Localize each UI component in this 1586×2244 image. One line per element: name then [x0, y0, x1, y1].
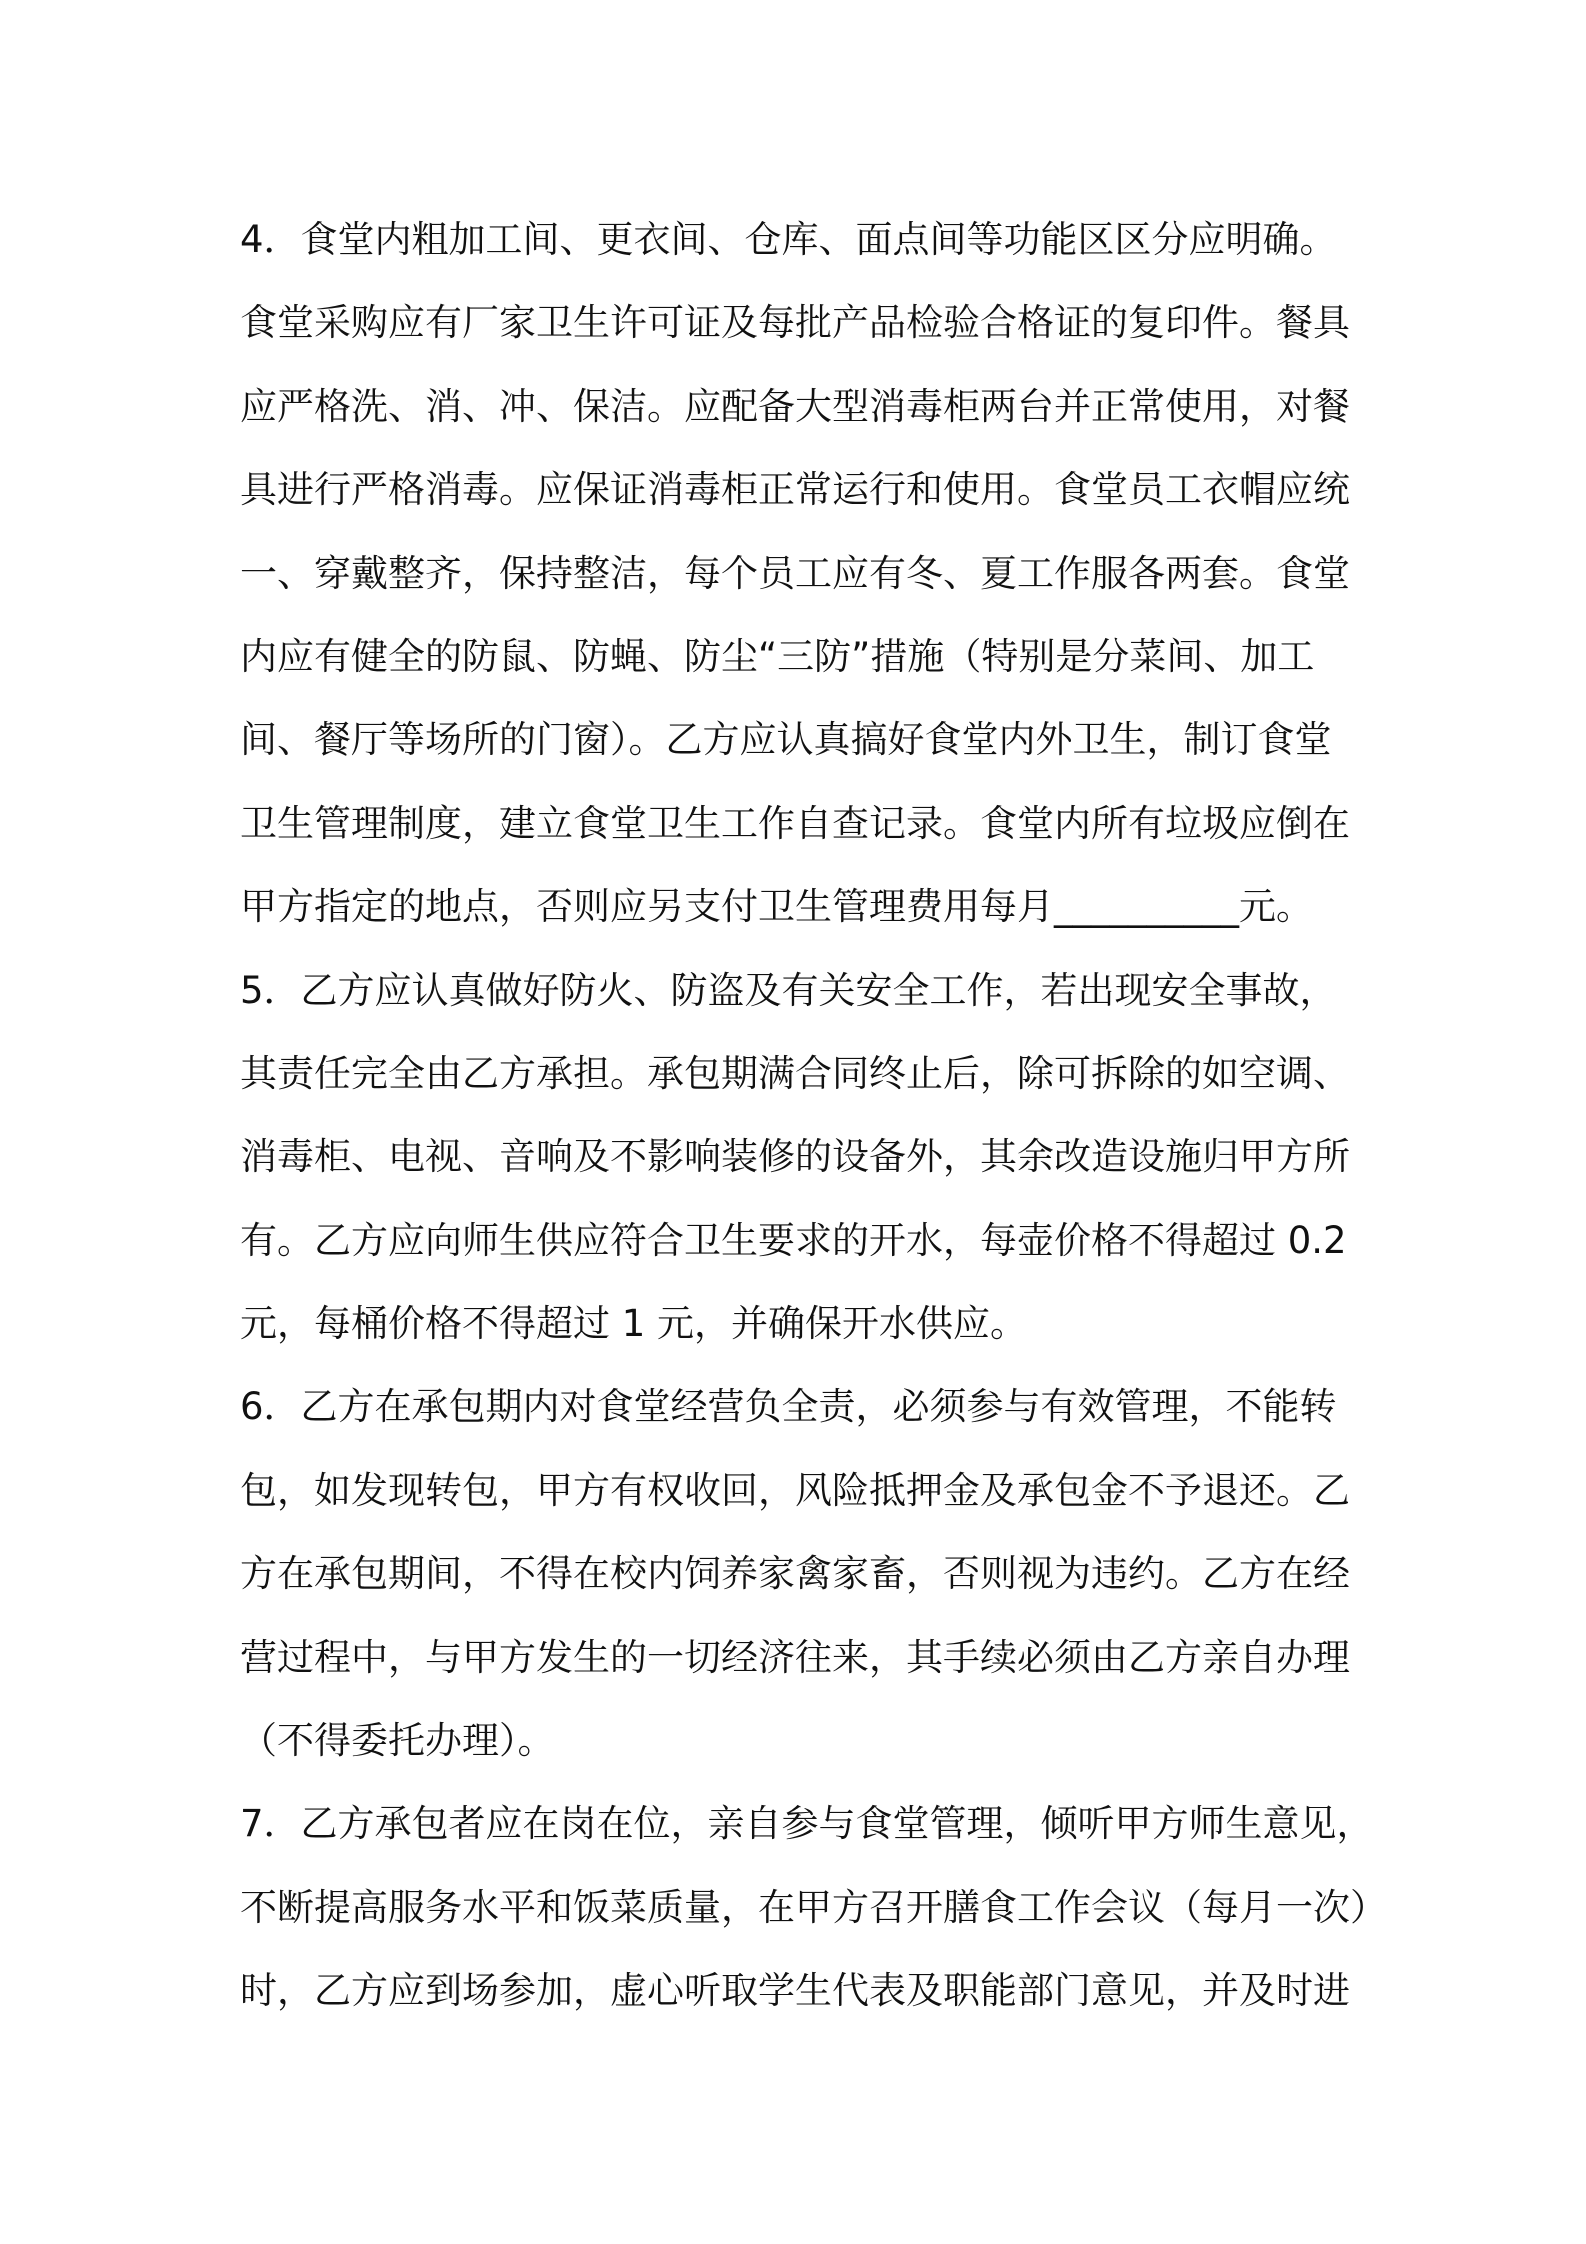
text-line: 消毒柜、电视、音响及不影响装修的设备外，其余改造设施归甲方所: [240, 1135, 1350, 1179]
text-line: 营过程中，与甲方发生的一切经济往来，其手续必须由乙方亲自办理: [240, 1635, 1350, 1679]
text-line: 不断提高服务水平和饭菜质量，在甲方召开膳食工作会议（每月一次）: [240, 1885, 1387, 1929]
text-line: 元，每桶价格不得超过 1 元，并确保开水供应。: [240, 1302, 1028, 1346]
text-line: 有。乙方应向师生供应符合卫生要求的开水，每壶价格不得超过 0.2: [240, 1218, 1347, 1262]
text-line: （不得委托办理）。: [240, 1719, 555, 1763]
text-line: 卫生管理制度，建立食堂卫生工作自查记录。食堂内所有垃圾应倒在: [240, 801, 1350, 845]
text-line: 间、餐厅等场所的门窗）。乙方应认真搞好食堂内外卫生，制订食堂: [240, 718, 1332, 762]
text-line: 时，乙方应到场参加，虚心听取学生代表及职能部门意见，并及时进: [240, 1969, 1350, 2013]
text-line: 方在承包期间，不得在校内饲养家禽家畜，否则视为违约。乙方在经: [240, 1552, 1350, 1596]
text-line: 食堂采购应有厂家卫生许可证及每批产品检验合格证的复印件。餐具: [240, 301, 1350, 345]
text-line: 包，如发现转包，甲方有权收回，风险抵押金及承包金不予退还。乙: [240, 1468, 1350, 1512]
text-line: 具进行严格消毒。应保证消毒柜正常运行和使用。食堂员工衣帽应统: [240, 468, 1350, 512]
text-line: 4．食堂内粗加工间、更衣间、仓库、面点间等功能区区分应明确。: [240, 218, 1337, 261]
text-line: 应严格洗、消、冲、保洁。应配备大型消毒柜两台并正常使用，对餐: [240, 384, 1350, 428]
text-line: 甲方指定的地点，否则应另支付卫生管理费用每月__________元。: [240, 885, 1313, 929]
text-line: 一、穿戴整齐，保持整洁，每个员工应有冬、夏工作服各两套。食堂: [240, 551, 1350, 595]
text-line: 其责任完全由乙方承担。承包期满合同终止后，除可拆除的如空调、: [240, 1051, 1350, 1095]
contract-text-body: [240, 198, 1387, 2033]
text-line: 7．乙方承包者应在岗在位，亲自参与食堂管理，倾听甲方师生意见，: [240, 1802, 1374, 1846]
text-line: 6．乙方在承包期内对食堂经营负全责，必须参与有效管理，不能转: [240, 1385, 1337, 1429]
text-line: 5．乙方应认真做好防火、防盗及有关安全工作，若出现安全事故，: [240, 968, 1337, 1012]
text-line: 内应有健全的防鼠、防蝇、防尘“三防”措施（特别是分菜间、加工: [240, 634, 1315, 678]
